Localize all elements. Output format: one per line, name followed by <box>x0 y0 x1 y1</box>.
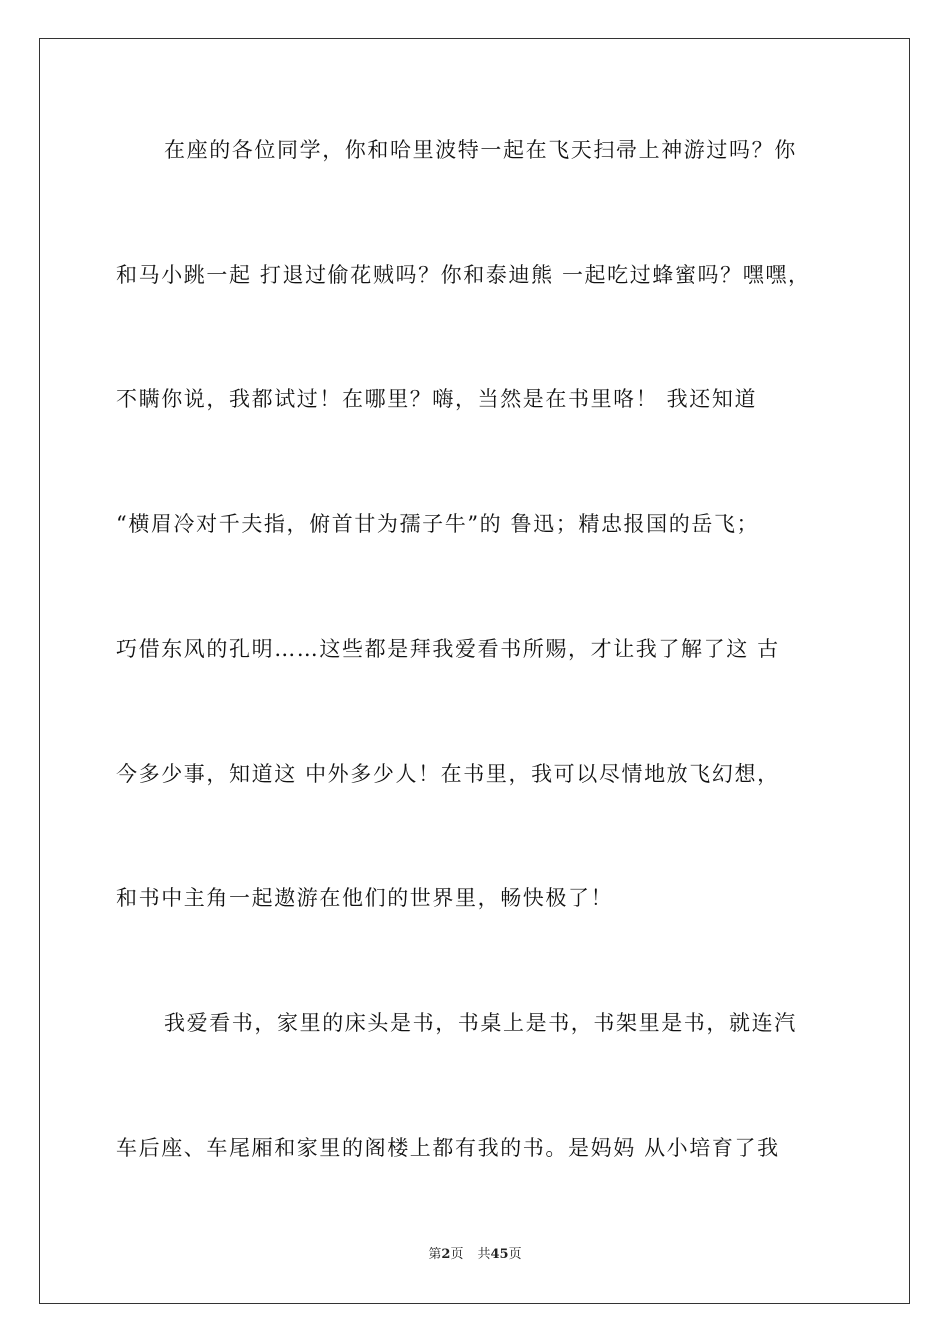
paragraph-1-line-4: “横眉冷对千夫指，俯首甘为孺子牛”的 鲁迅；精忠报国的岳飞； <box>116 512 760 536</box>
total-pages-number: 45 <box>490 1247 509 1262</box>
page-footer <box>0 1246 950 1264</box>
total-prefix: 共 <box>477 1247 491 1262</box>
paragraph-1-line-7: 和书中主角一起遨游在他们的世界里，畅快极了！ <box>116 886 614 910</box>
page-border <box>39 38 910 1304</box>
paragraph-1-line-6: 今多少事，知道这 中外多少人！在书里，我可以尽情地放飞幻想， <box>116 762 780 786</box>
paragraph-1-line-1: 在座的各位同学，你和哈里波特一起在飞天扫帚上神游过吗？你 <box>164 138 797 162</box>
page-suffix: 页 <box>450 1247 464 1262</box>
paragraph-2-line-2: 车后座、车尾厢和家里的阁楼上都有我的书。是妈妈 从小培育了我 <box>116 1136 780 1160</box>
page-prefix: 第 <box>428 1247 442 1262</box>
paragraph-1-line-2: 和马小跳一起 打退过偷花贼吗？你和泰迪熊 一起吃过蜂蜜吗？嘿嘿， <box>116 263 811 287</box>
paragraph-1-line-3: 不瞒你说，我都试过！在哪里？嗨，当然是在书里咯！ 我还知道 <box>116 387 758 411</box>
paragraph-2-line-1: 我爱看书，家里的床头是书，书桌上是书，书架里是书，就连汽 <box>164 1011 797 1035</box>
paragraph-1-line-5: 巧借东风的孔明……这些都是拜我爱看书所赐，才让我了解了这 古 <box>116 637 780 661</box>
current-page-number: 2 <box>441 1247 451 1262</box>
total-suffix: 页 <box>508 1247 522 1262</box>
